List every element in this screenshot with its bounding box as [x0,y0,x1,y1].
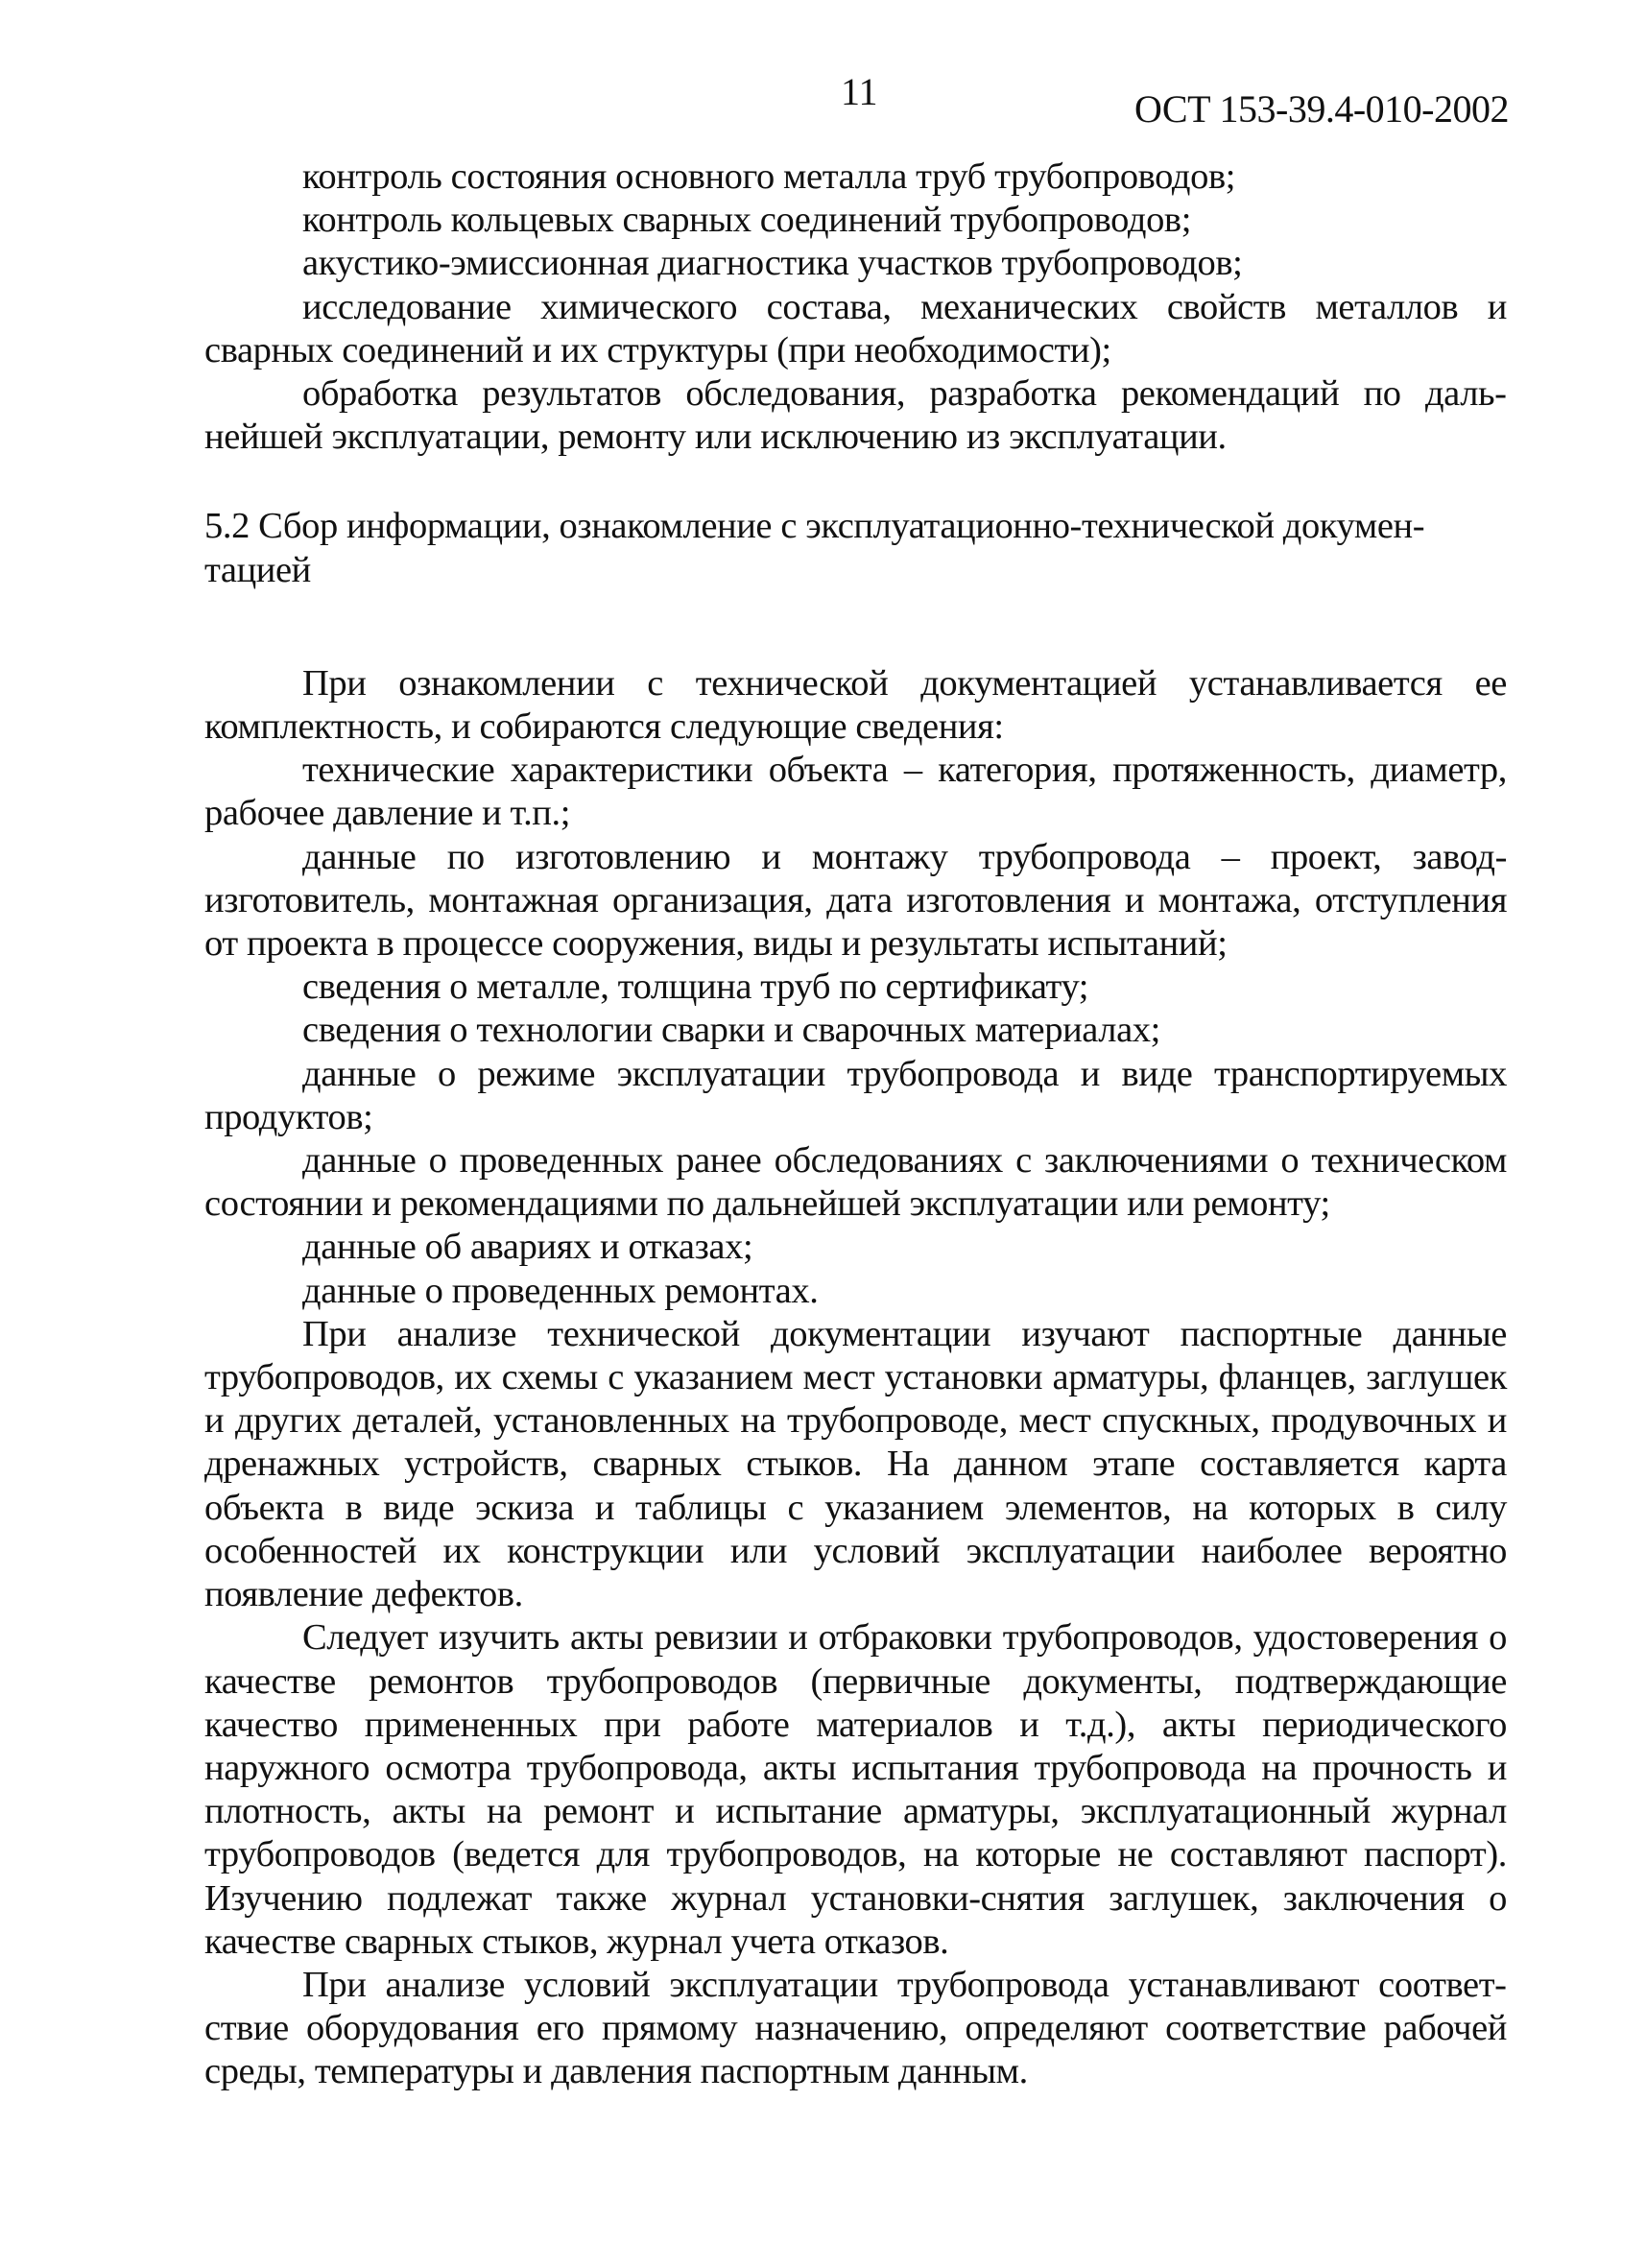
paragraph: сведения о металле, толщина труб по сертификату; [302,967,1089,1008]
body-text [204,155,1507,2094]
paragraph: данные по изготовлению и монтажу трубопровода – проект, завод-изготовитель, монтажная организация, дата изготовления и монтажа, отступления от проекта в процессе сооружения, виды и результаты испытаний; [204,836,1507,965]
paragraph: контроль состояния основного металла труб трубопроводов; [302,156,1236,197]
page-header [0,69,1646,131]
paragraph: сведения о технологии сварки и сварочных материалах; [302,1010,1160,1051]
paragraph: данные о проведенных ранее обследованиях с заключениями о техническом состоянии и рекомендациями по дальнейшей эксплуатации или ремонту; [204,1140,1507,1225]
section-heading: 5.2 Сбор информации, ознакомление с эксплуатационно-технической документацией [204,506,1425,590]
paragraph: данные об авариях и отказах; [302,1227,753,1268]
paragraph: При ознакомлении с технической документацией устанавливается ее комплектность, и собираются следующие сведения: [204,662,1507,748]
paragraph: исследование химического состава, механических свойств металлов и сварных соединений и их структуры (при необходимости); [204,286,1507,370]
paragraph: данные о режиме эксплуатации трубопровода и виде транспортируемых продуктов; [204,1053,1507,1137]
paragraph: акустико-эмиссионная диагностика участков трубопроводов; [302,243,1243,284]
paragraph: Следует изучить акты ревизии и отбраковки трубопроводов, удостоверения о качестве ремонтов трубопроводов (первичные документы, подтверждающие качество примененных при работе материалов и т.д.), акты периодического наружного осмотра трубопровода, акты испытания трубопровода на прочность и плотность, акты на ремонт и испытание арматуры, эксплуатационный журнал трубопроводов (ведется для трубопроводов, на которые не составляют паспорт). Изучению подлежат также журнал установки-снятия заглушек, заключения о качестве сварных стыков, журнал учета отказов. [204,1617,1507,1962]
document-code: ОСТ 153-39.4-010-2002 [1134,87,1509,131]
page-number: 11 [841,70,878,113]
paragraph: При анализе условий эксплуатации трубопровода устанавливают соответствие оборудования его прямому назначению, определяют соответствие рабочей среды, температуры и давления паспортным данным. [204,1964,1507,2092]
paragraph: данные о проведенных ремонтах. [302,1270,819,1311]
paragraph: обработка результатов обследования, разработка рекомендаций по дальнейшей эксплуатации, ремонту или исключению из эксплуатации. [204,373,1507,458]
paragraph: При анализе технической документации изучают паспортные данные трубопроводов, их схемы с указанием мест установки арматуры, фланцев, заглушек и других деталей, установленных на трубопроводе, мест спускных, продувочных и дренажных устройств, сварных стыков. На данном этапе составляется карта объекта в виде эскиза и таблицы с указанием элементов, на которых в силу особенностей их конструкции или условий эксплуатации наиболее вероятно появление дефектов. [204,1313,1507,1615]
paragraph: контроль кольцевых сварных соединений трубопроводов; [302,200,1192,241]
paragraph: технические характеристики объекта – категория, протяженность, диаметр, рабочее давление и т.п.; [204,750,1507,834]
